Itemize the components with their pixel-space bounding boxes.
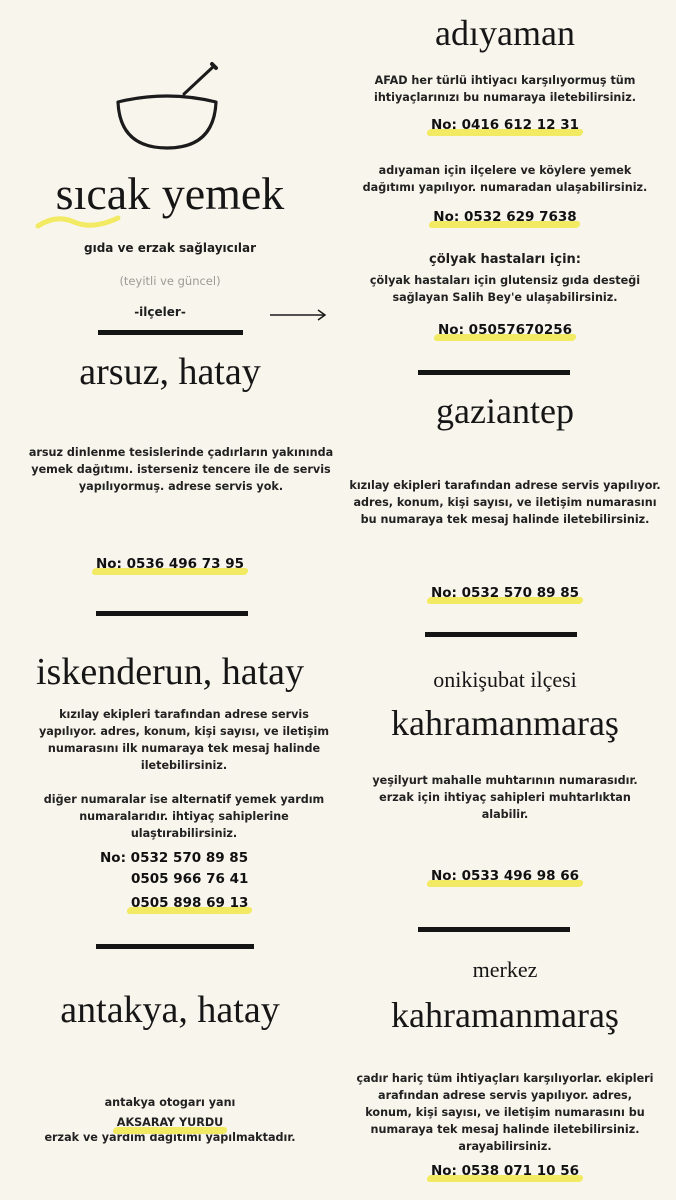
merkez-text: çadır hariç tüm ihtiyaçları karşılıyorlar. ekipleri arafından adrese servis yapılıyor. adres, konum, kişi sayısı, ve iletişim numarasını bu numaraya tek mesaj halinde iletebilirsiniz. arayabilirsiniz. <box>356 1072 654 1153</box>
antakya-line-1: antakya otogarı yanı <box>104 1096 236 1109</box>
iskenderun-phone-1[interactable]: No: 0532 570 89 85 <box>100 850 249 866</box>
arsuz-text: arsuz dinlenme tesislerinde çadırların yakınında yemek dağıtımı. isterseniz tencere ile de servis yapılıyormuş. adrese servis yok. <box>28 446 334 493</box>
adiyaman-phone-2[interactable]: No: 0532 629 7638 <box>433 209 577 225</box>
arrow-right-icon <box>268 306 330 324</box>
divider <box>98 330 243 335</box>
divider <box>96 611 248 616</box>
celiac-heading: çölyak hastaları için: <box>429 252 581 267</box>
title-underline <box>34 210 124 234</box>
iskenderun-phone-3[interactable]: 0505 898 69 13 <box>131 895 249 911</box>
gaziantep-text: kızılay ekipleri tarafından adrese servis yapılıyor. adres, konum, kişi sayısı, ve iletişim numarasını bu numaraya tek mesaj halinde iletebilirsiniz. <box>349 479 661 526</box>
iskenderun-text-2: diğer numaralar ise alternatif yemek yardım numaralarıdır. ihtiyaç sahiplerine ulaştırabilirsiniz. <box>43 793 325 840</box>
onikisubat-title: kahramanmaraş <box>391 703 619 743</box>
onikisubat-subtitle: onikişubat ilçesi <box>433 667 577 692</box>
adiyaman-text-2: adıyaman için ilçelere ve köylere yemek dağıtımı yapılıyor. numaradan ulaşabilirsiniz. <box>362 164 648 194</box>
bowl-icon <box>112 58 222 154</box>
iskenderun-title: iskenderun, hatay <box>35 651 305 693</box>
divider <box>96 944 254 949</box>
merkez-title: kahramanmaraş <box>391 995 619 1035</box>
divider <box>418 927 570 932</box>
districts-label: -ilçeler- <box>134 305 186 319</box>
onikisubat-phone[interactable]: No: 0533 496 98 66 <box>430 868 580 884</box>
adiyaman-text-1: AFAD her türlü ihtiyacı karşılıyormuş tüm ihtiyaçlarınızı bu numaraya iletebilirsiniz. <box>374 74 636 104</box>
antakya-line-2: AKSARAY YURDU <box>116 1116 224 1129</box>
divider <box>418 370 570 375</box>
gaziantep-title: gaziantep <box>436 391 574 431</box>
adiyaman-phone-1[interactable]: No: 0416 612 12 31 <box>430 117 580 133</box>
onikisubat-text: yeşilyurt mahalle muhtarının numarasıdır. erzak için ihtiyaç sahipleri muhtarlıktan alabilir. <box>372 774 638 821</box>
celiac-phone[interactable]: No: 05057670256 <box>438 322 572 338</box>
antakya-title: antakya, hatay <box>60 989 280 1031</box>
celiac-text: çölyak hastaları için glutensiz gıda desteği sağlayan Salih Bey'e ulaşabilirsiniz. <box>369 274 641 304</box>
arsuz-title: arsuz, hatay <box>79 351 261 393</box>
hero-subtitle: gıda ve erzak sağlayıcılar <box>84 241 256 255</box>
divider <box>425 632 577 637</box>
merkez-subtitle: merkez <box>472 957 538 982</box>
merkez-phone[interactable]: No: 0538 071 10 56 <box>430 1163 580 1179</box>
adiyaman-title: adıyaman <box>435 13 575 53</box>
hero-note: (teyitli ve güncel) <box>119 274 221 288</box>
main-title: sıcak yemek <box>55 168 285 219</box>
antakya-line-3: erzak ve yardım dağıtımı yapılmaktadır. <box>44 1131 296 1144</box>
iskenderun-text-1: kızılay ekipleri tarafından adrese servis yapılıyor. adres, konum, kişi sayısı, ve iletişim numarasını ilk numaraya tek mesaj halinde iletebilirsiniz. <box>38 708 330 772</box>
iskenderun-phone-2[interactable]: 0505 966 76 41 <box>131 871 249 887</box>
gaziantep-phone[interactable]: No: 0532 570 89 85 <box>430 585 580 601</box>
arsuz-phone[interactable]: No: 0536 496 73 95 <box>95 556 245 572</box>
